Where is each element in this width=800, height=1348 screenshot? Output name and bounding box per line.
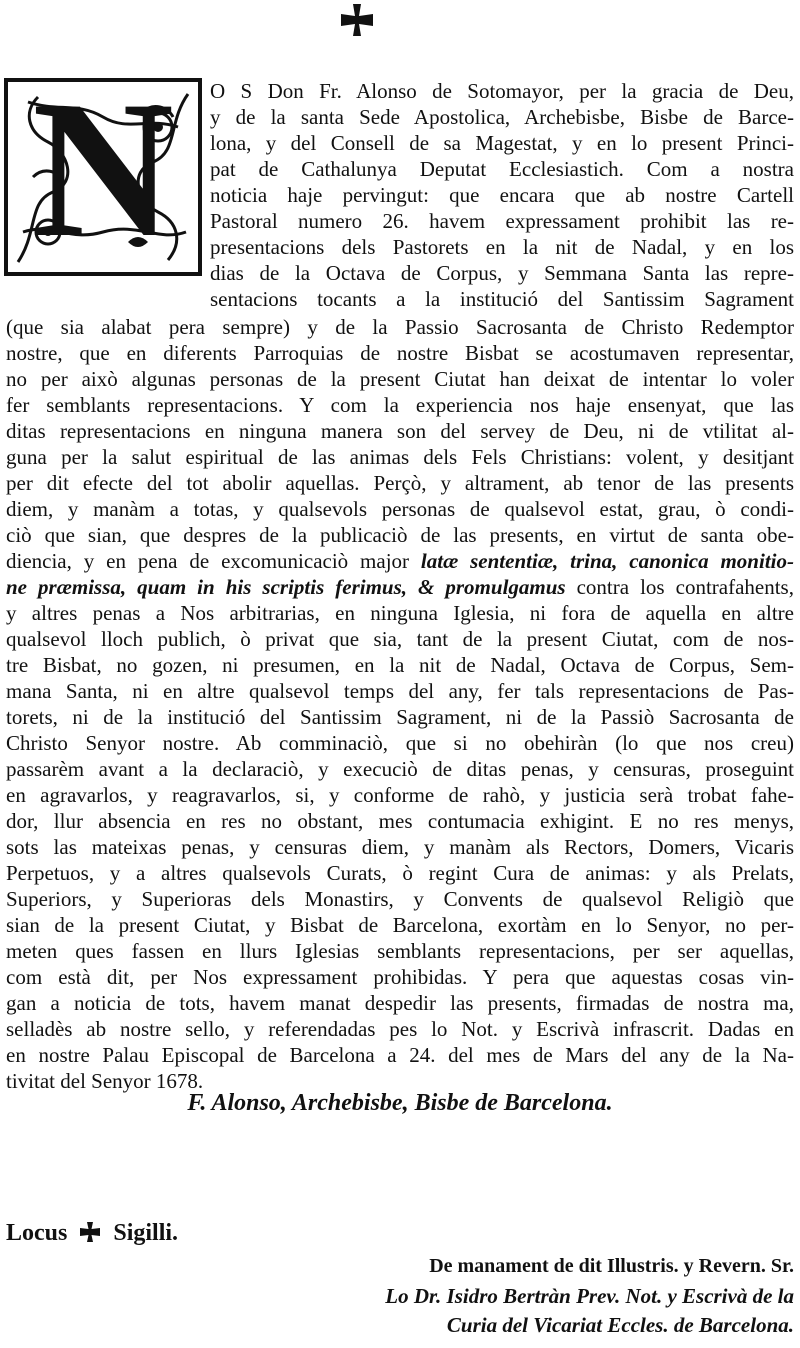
- mandate-line-2: Lo Dr. Isidro Bertràn Prev. Not. y Escrivà de la: [385, 1284, 794, 1308]
- decree-line: noticia haje pervingut: que encara que ab nostre Cartell: [210, 183, 794, 207]
- decree-line: per dit efecte del tot abolir aquellas. Perçò, y altrament, ab tenor de las presents: [6, 471, 794, 495]
- sigilli-label: Sigilli.: [113, 1220, 179, 1246]
- decree-line-final: tivitat del Senyor 1678.: [6, 1069, 204, 1093]
- decree-line: diem, y manàm a totas, y qualsevols personas de qualsevol estat, grau, ò condi-: [6, 497, 794, 521]
- decree-line: torets, ni de la institució del Santissim Sagrament, ni de la Passiò Sacrosanta de: [6, 705, 794, 729]
- decree-line: ne præmissa, quam in his scriptis ferimus, & promulgamus contra los contrafahents,: [6, 575, 794, 599]
- decree-line: diencia, y en pena de excomunicaciò major latæ sententiæ, trina, canonica monitio-: [6, 549, 794, 573]
- latin-formula: latæ sententiæ, trina, canonica monitio-: [420, 549, 794, 573]
- decree-line: O S Don Fr. Alonso de Sotomayor, per la gracia de Deu,: [210, 79, 794, 103]
- decorated-initial: [4, 78, 202, 276]
- decree-line: ditas representacions en ninguna manera son del servey de Deu, ni de vtilitat al-: [6, 419, 794, 443]
- decree-line: guna per la salut espiritual de las animas dels Fels Christians: volent, y desitjant: [6, 445, 794, 469]
- decree-line: passarèm avant a la declaraciò, y execuciò de ditas penas, y censuras, proseguint: [6, 757, 794, 781]
- decree-line: fer semblants representacions. Y com la experiencia nos haje ensenyat, que las: [6, 393, 794, 417]
- decree-line: no per això algunas personas de la present Ciutat han deixat de intentar lo voler: [6, 367, 794, 391]
- decree-line: sian de la present Ciutat, y Bisbat de Barcelona, exortàm en lo Senyor, no per-: [6, 913, 794, 937]
- decree-line: sots las mateixas penas, y censuras diem, y manàm als Rectors, Domers, Vicaris: [6, 835, 794, 859]
- decree-line: mana Santa, ni en altre qualsevol temps del any, fer tals representacions de Pas-: [6, 679, 794, 703]
- decree-line: nostre, que en diferents Parroquias de nostre Bisbat se acostumaven representar,: [6, 341, 794, 365]
- mandate-line-1: De manament de dit Illustris. y Revern. Sr.: [429, 1255, 794, 1277]
- mandate-line-3: Curia del Vicariat Eccles. de Barcelona.: [446, 1313, 794, 1337]
- decree-line: lona, y del Consell de sa Magestat, y en lo present Princi-: [210, 131, 794, 155]
- decree-line: qualsevol lloch publich, ò privat que sia, tant de la present Ciutat, com de nos-: [6, 627, 794, 651]
- decree-line: dias de la Octava de Corpus, y Semmana Santa las repre-: [210, 261, 794, 285]
- locus-label: Locus: [6, 1220, 68, 1246]
- decree-line: (que sia alabat pera sempre) y de la Passio Sacrosanta de Christo Redemptor: [6, 315, 794, 339]
- decree-line: en nostre Palau Episcopal de Barcelona a 24. del mes de Mars del any de la Na-: [6, 1043, 794, 1067]
- decree-line: y altres penas a Nos arbitrarias, en ninguna Iglesia, ni fora de aquella en altre: [6, 601, 794, 625]
- decree-line: gan a noticia de tots, havem manat despedir las presents, firmadas de nostra ma,: [6, 991, 794, 1015]
- decree-line: tre Bisbat, no gozen, ni presumen, en la nit de Nadal, Octava de Corpus, Sem-: [6, 653, 794, 677]
- decree-line: presentacions dels Pastorets en la nit de Nadal, y en los: [210, 235, 794, 259]
- cross-pattee-icon: [339, 2, 375, 38]
- decree-line: com està dit, per Nos expressament prohibidas. Y pera que aquestas cosas vin-: [6, 965, 794, 989]
- archbishop-signature: F. Alonso, Archebisbe, Bisbe de Barcelona.: [187, 1090, 613, 1116]
- decree-line: Superiors, y Superioras dels Monastirs, y Convents de qualsevol Religiò que: [6, 887, 794, 911]
- decree-line: meten ques fassen en llurs Iglesias semblants representacions, per ser aquellas,: [6, 939, 794, 963]
- decree-line: ciò que sian, que despres de la publicaciò de las presents, en virtut de santa obe-: [6, 523, 794, 547]
- decree-line: Pastoral numero 26. havem expressament prohibit las re-: [210, 209, 794, 233]
- decree-line: Perpetuos, y a altres qualsevols Curats, ò regint Cura de animas: y als Prelats,: [6, 861, 794, 885]
- decree-line: Christo Senyor nostre. Ab comminaciò, que si no obehiràn (lo que nos creu): [6, 731, 794, 755]
- decree-line: sentacions tocants a la institució del Santissim Sagrament: [210, 287, 794, 311]
- decree-line: dor, llur absencia en res no obstant, mes contumacia exhigint. E no res menys,: [6, 809, 794, 833]
- decree-line: y de la santa Sede Apostolica, Archebisbe, Bisbe de Barce-: [210, 105, 794, 129]
- seal-cross-icon: [79, 1221, 101, 1243]
- decree-line: en agravarlos, y reagravarlos, si, y conforme de rahò, y justicia serà trobat fahe-: [6, 783, 794, 807]
- decree-line: selladès ab nostre sello, y referendadas pes lo Not. y Escrivà infrascrit. Dadas en: [6, 1017, 794, 1041]
- latin-formula: ne præmissa, quam in his scriptis ferimus, & promulgamus: [6, 575, 566, 599]
- initial-letter: N: [32, 78, 174, 276]
- decree-line: pat de Cathalunya Deputat Ecclesiastich. Com a nostra: [210, 157, 794, 181]
- locus-sigilli: [6, 1220, 178, 1247]
